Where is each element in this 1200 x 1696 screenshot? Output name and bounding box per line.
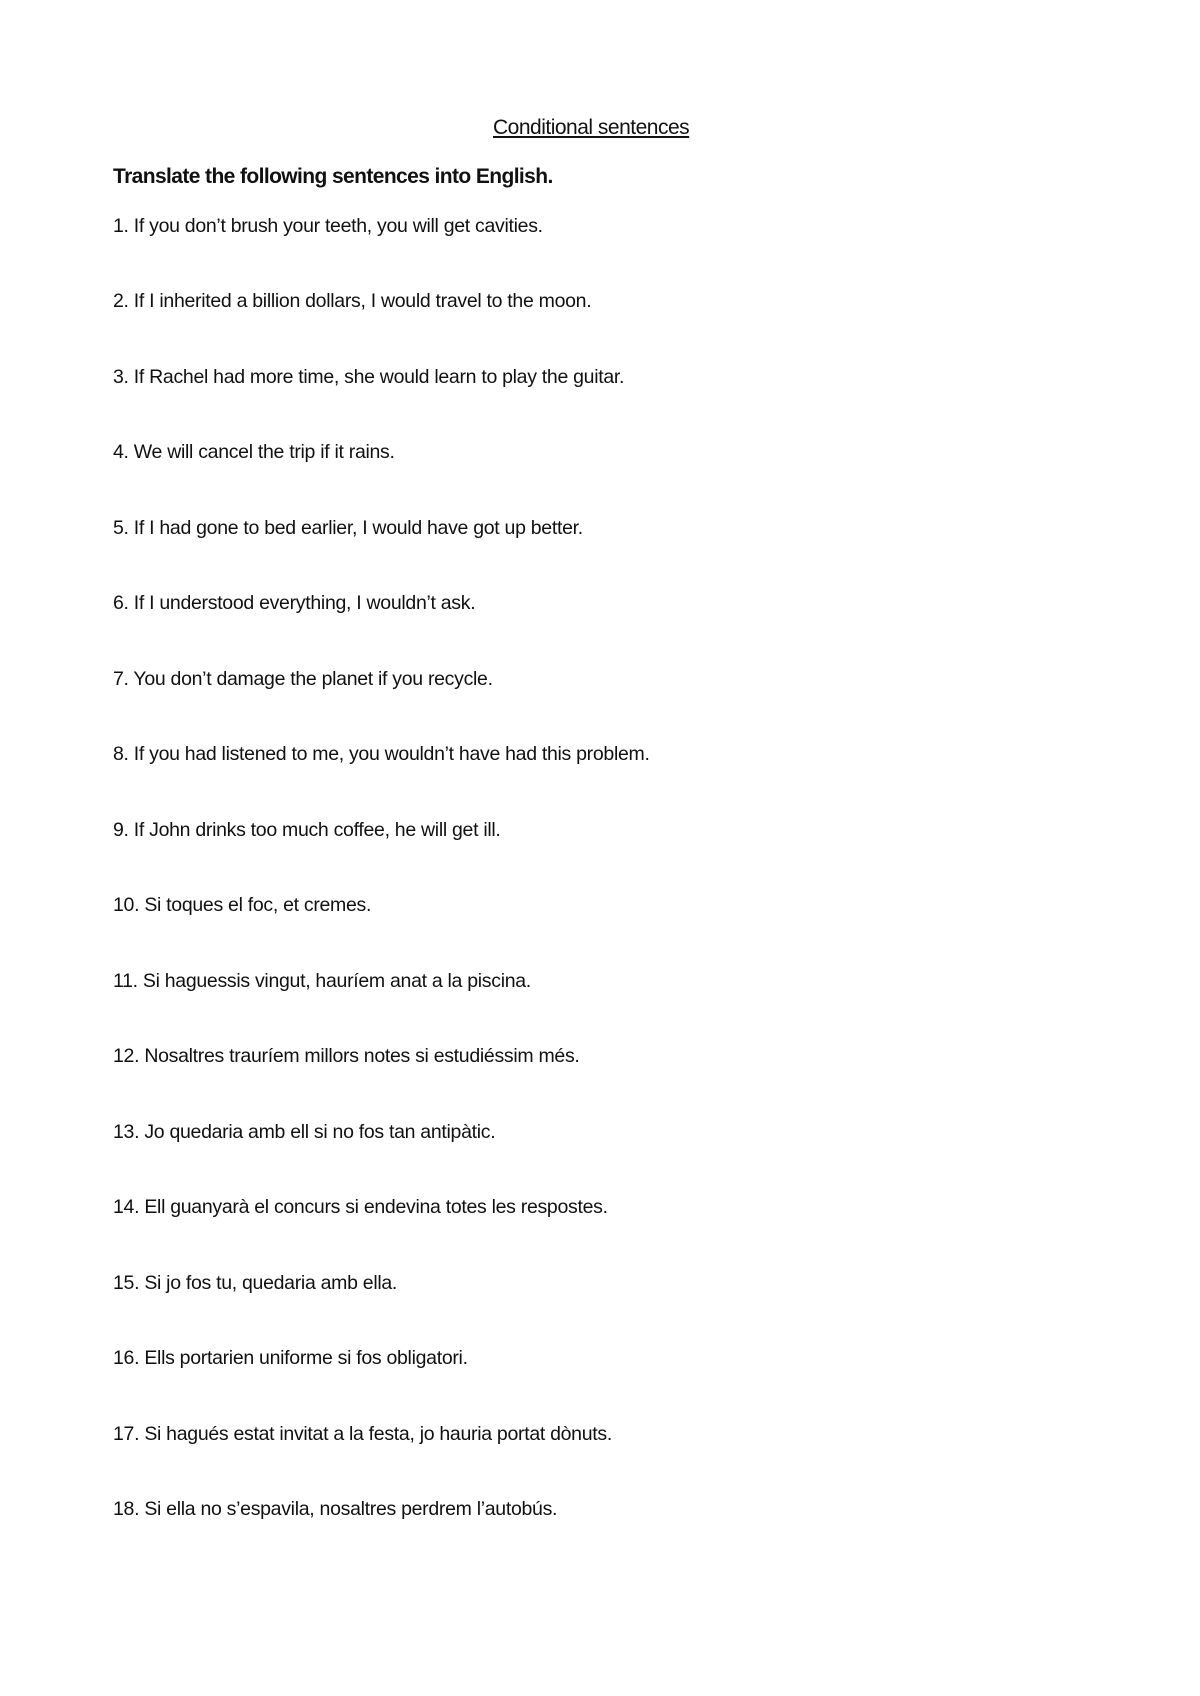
sentence-item: 6. If I understood everything, I wouldn’t ask. <box>113 592 476 614</box>
sentence-item: 16. Ells portarien uniforme si fos obligatori. <box>113 1347 468 1369</box>
instruction-heading: Translate the following sentences into English. <box>113 165 553 188</box>
document-title: Conditional sentences <box>493 116 690 139</box>
sentence-item: 17. Si hagués estat invitat a la festa, jo hauria portat dònuts. <box>113 1423 612 1445</box>
sentence-item: 8. If you had listened to me, you wouldn’t have had this problem. <box>113 743 650 765</box>
sentence-item: 10. Si toques el foc, et cremes. <box>113 894 372 916</box>
sentence-item: 7. You don’t damage the planet if you recycle. <box>113 668 493 690</box>
sentence-item: 15. Si jo fos tu, quedaria amb ella. <box>113 1272 398 1294</box>
sentence-item: 14. Ell guanyarà el concurs si endevina totes les respostes. <box>113 1196 608 1218</box>
sentence-item: 5. If I had gone to bed earlier, I would have got up better. <box>113 517 583 539</box>
sentence-item: 13. Jo quedaria amb ell si no fos tan antipàtic. <box>113 1121 496 1143</box>
sentence-item: 9. If John drinks too much coffee, he will get ill. <box>113 819 501 841</box>
sentence-item: 3. If Rachel had more time, she would learn to play the guitar. <box>113 366 625 388</box>
sentence-item: 11. Si haguessis vingut, hauríem anat a la piscina. <box>113 970 531 992</box>
sentence-item: 18. Si ella no s’espavila, nosaltres perdrem l’autobús. <box>113 1498 558 1520</box>
sentence-item: 2. If I inherited a billion dollars, I would travel to the moon. <box>113 290 592 312</box>
sentence-item: 1. If you don’t brush your teeth, you will get cavities. <box>113 215 543 237</box>
sentence-item: 12. Nosaltres trauríem millors notes si estudiéssim més. <box>113 1045 580 1067</box>
sentence-item: 4. We will cancel the trip if it rains. <box>113 441 395 463</box>
